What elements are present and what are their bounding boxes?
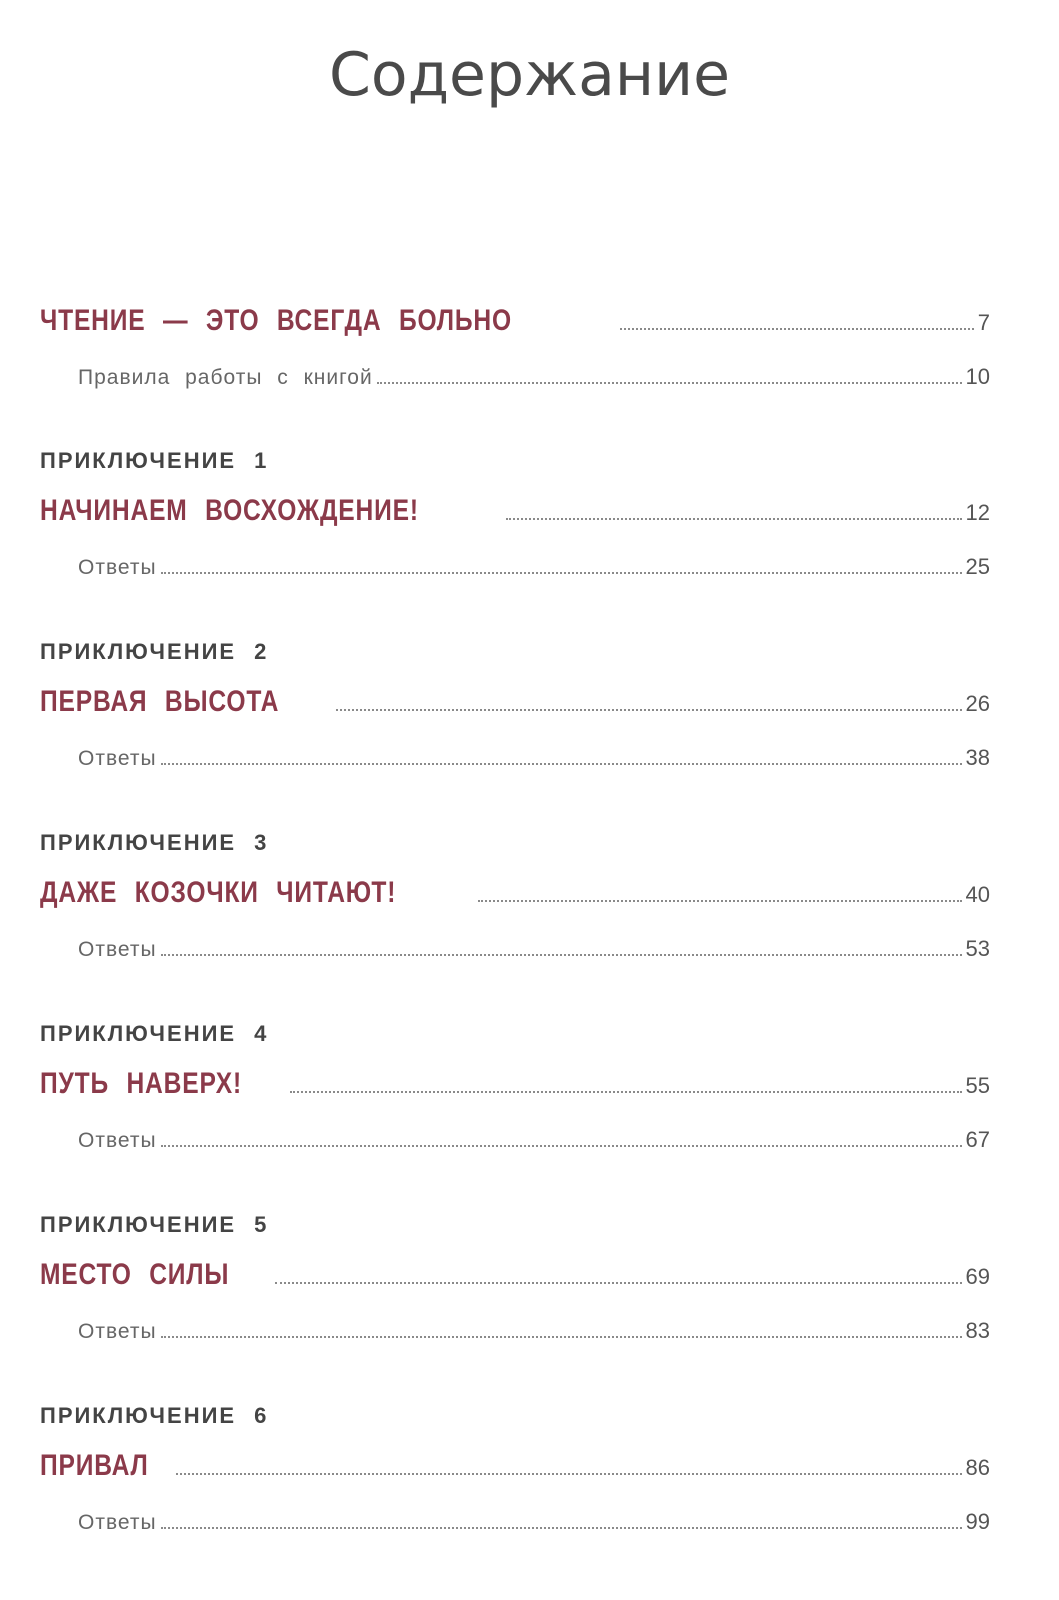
toc-entry-chapter[interactable] <box>40 679 990 719</box>
subentry-title: Правила работы с книгой <box>78 366 373 389</box>
dot-leader <box>478 900 961 902</box>
chapter-title: ПУТЬ НАВЕРХ! <box>40 1067 242 1100</box>
chapter-title: МЕСТО СИЛЫ <box>40 1258 230 1291</box>
dot-leader <box>161 763 962 765</box>
page-number: 69 <box>965 1264 990 1289</box>
dot-leader <box>506 518 961 520</box>
dot-leader <box>161 1527 962 1529</box>
dot-leader <box>290 1091 961 1093</box>
subentry-title: Ответы <box>78 1511 157 1534</box>
page-number: 26 <box>965 691 990 716</box>
toc-entry-answers[interactable] <box>78 733 990 773</box>
toc-entry-chapter[interactable] <box>40 1061 990 1101</box>
page-number: 86 <box>965 1455 990 1480</box>
chapter-title: ЧТЕНИЕ — ЭТО ВСЕГДА БОЛЬНО <box>40 304 512 337</box>
page-number: 10 <box>965 364 990 389</box>
page-number: 7 <box>977 310 990 335</box>
dot-leader <box>620 328 974 330</box>
adventure-label: ПРИКЛЮЧЕНИЕ 6 <box>40 1403 269 1428</box>
dot-leader <box>161 1336 962 1338</box>
toc-entry-answers[interactable] <box>78 1115 990 1155</box>
toc-entry-chapter[interactable] <box>40 488 990 528</box>
toc-entry-rules[interactable] <box>78 352 990 392</box>
chapter-title: ПРИВАЛ <box>40 1449 149 1482</box>
adventure-label: ПРИКЛЮЧЕНИЕ 2 <box>40 639 269 664</box>
toc-entry-answers[interactable] <box>78 542 990 582</box>
toc-entry-answers[interactable] <box>78 1497 990 1537</box>
page-number: 67 <box>965 1127 990 1152</box>
subentry-title: Ответы <box>78 938 157 961</box>
page-number: 53 <box>965 936 990 961</box>
adventure-label: ПРИКЛЮЧЕНИЕ 5 <box>40 1212 269 1237</box>
dot-leader <box>161 1145 962 1147</box>
page-number: 25 <box>965 554 990 579</box>
page-number: 83 <box>965 1318 990 1343</box>
dot-leader <box>275 1282 962 1284</box>
dot-leader <box>161 572 962 574</box>
toc-entry-chapter[interactable] <box>40 1443 990 1483</box>
toc-entry-intro[interactable] <box>40 298 990 338</box>
toc-entry-answers[interactable] <box>78 1306 990 1346</box>
chapter-title: НАЧИНАЕМ ВОСХОЖДЕНИЕ! <box>40 494 419 527</box>
chapter-title: ПЕРВАЯ ВЫСОТА <box>40 685 280 718</box>
toc-entry-chapter[interactable] <box>40 870 990 910</box>
chapter-title: ДАЖЕ КОЗОЧКИ ЧИТАЮТ! <box>40 876 397 909</box>
dot-leader <box>161 954 962 956</box>
adventure-label: ПРИКЛЮЧЕНИЕ 1 <box>40 448 269 473</box>
page-number: 38 <box>965 745 990 770</box>
adventure-label: ПРИКЛЮЧЕНИЕ 3 <box>40 830 269 855</box>
page-number: 12 <box>965 500 990 525</box>
dot-leader <box>336 709 962 711</box>
adventure-label: ПРИКЛЮЧЕНИЕ 4 <box>40 1021 269 1046</box>
page-number: 40 <box>965 882 990 907</box>
dot-leader <box>176 1473 961 1475</box>
page-title: Содержание <box>328 40 731 110</box>
subentry-title: Ответы <box>78 747 157 770</box>
subentry-title: Ответы <box>78 556 157 579</box>
dot-leader <box>377 382 962 384</box>
page-number: 55 <box>965 1073 990 1098</box>
toc-entry-answers[interactable] <box>78 924 990 964</box>
subentry-title: Ответы <box>78 1320 157 1343</box>
subentry-title: Ответы <box>78 1129 157 1152</box>
toc-entry-chapter[interactable] <box>40 1252 990 1292</box>
page-number: 99 <box>965 1509 990 1534</box>
